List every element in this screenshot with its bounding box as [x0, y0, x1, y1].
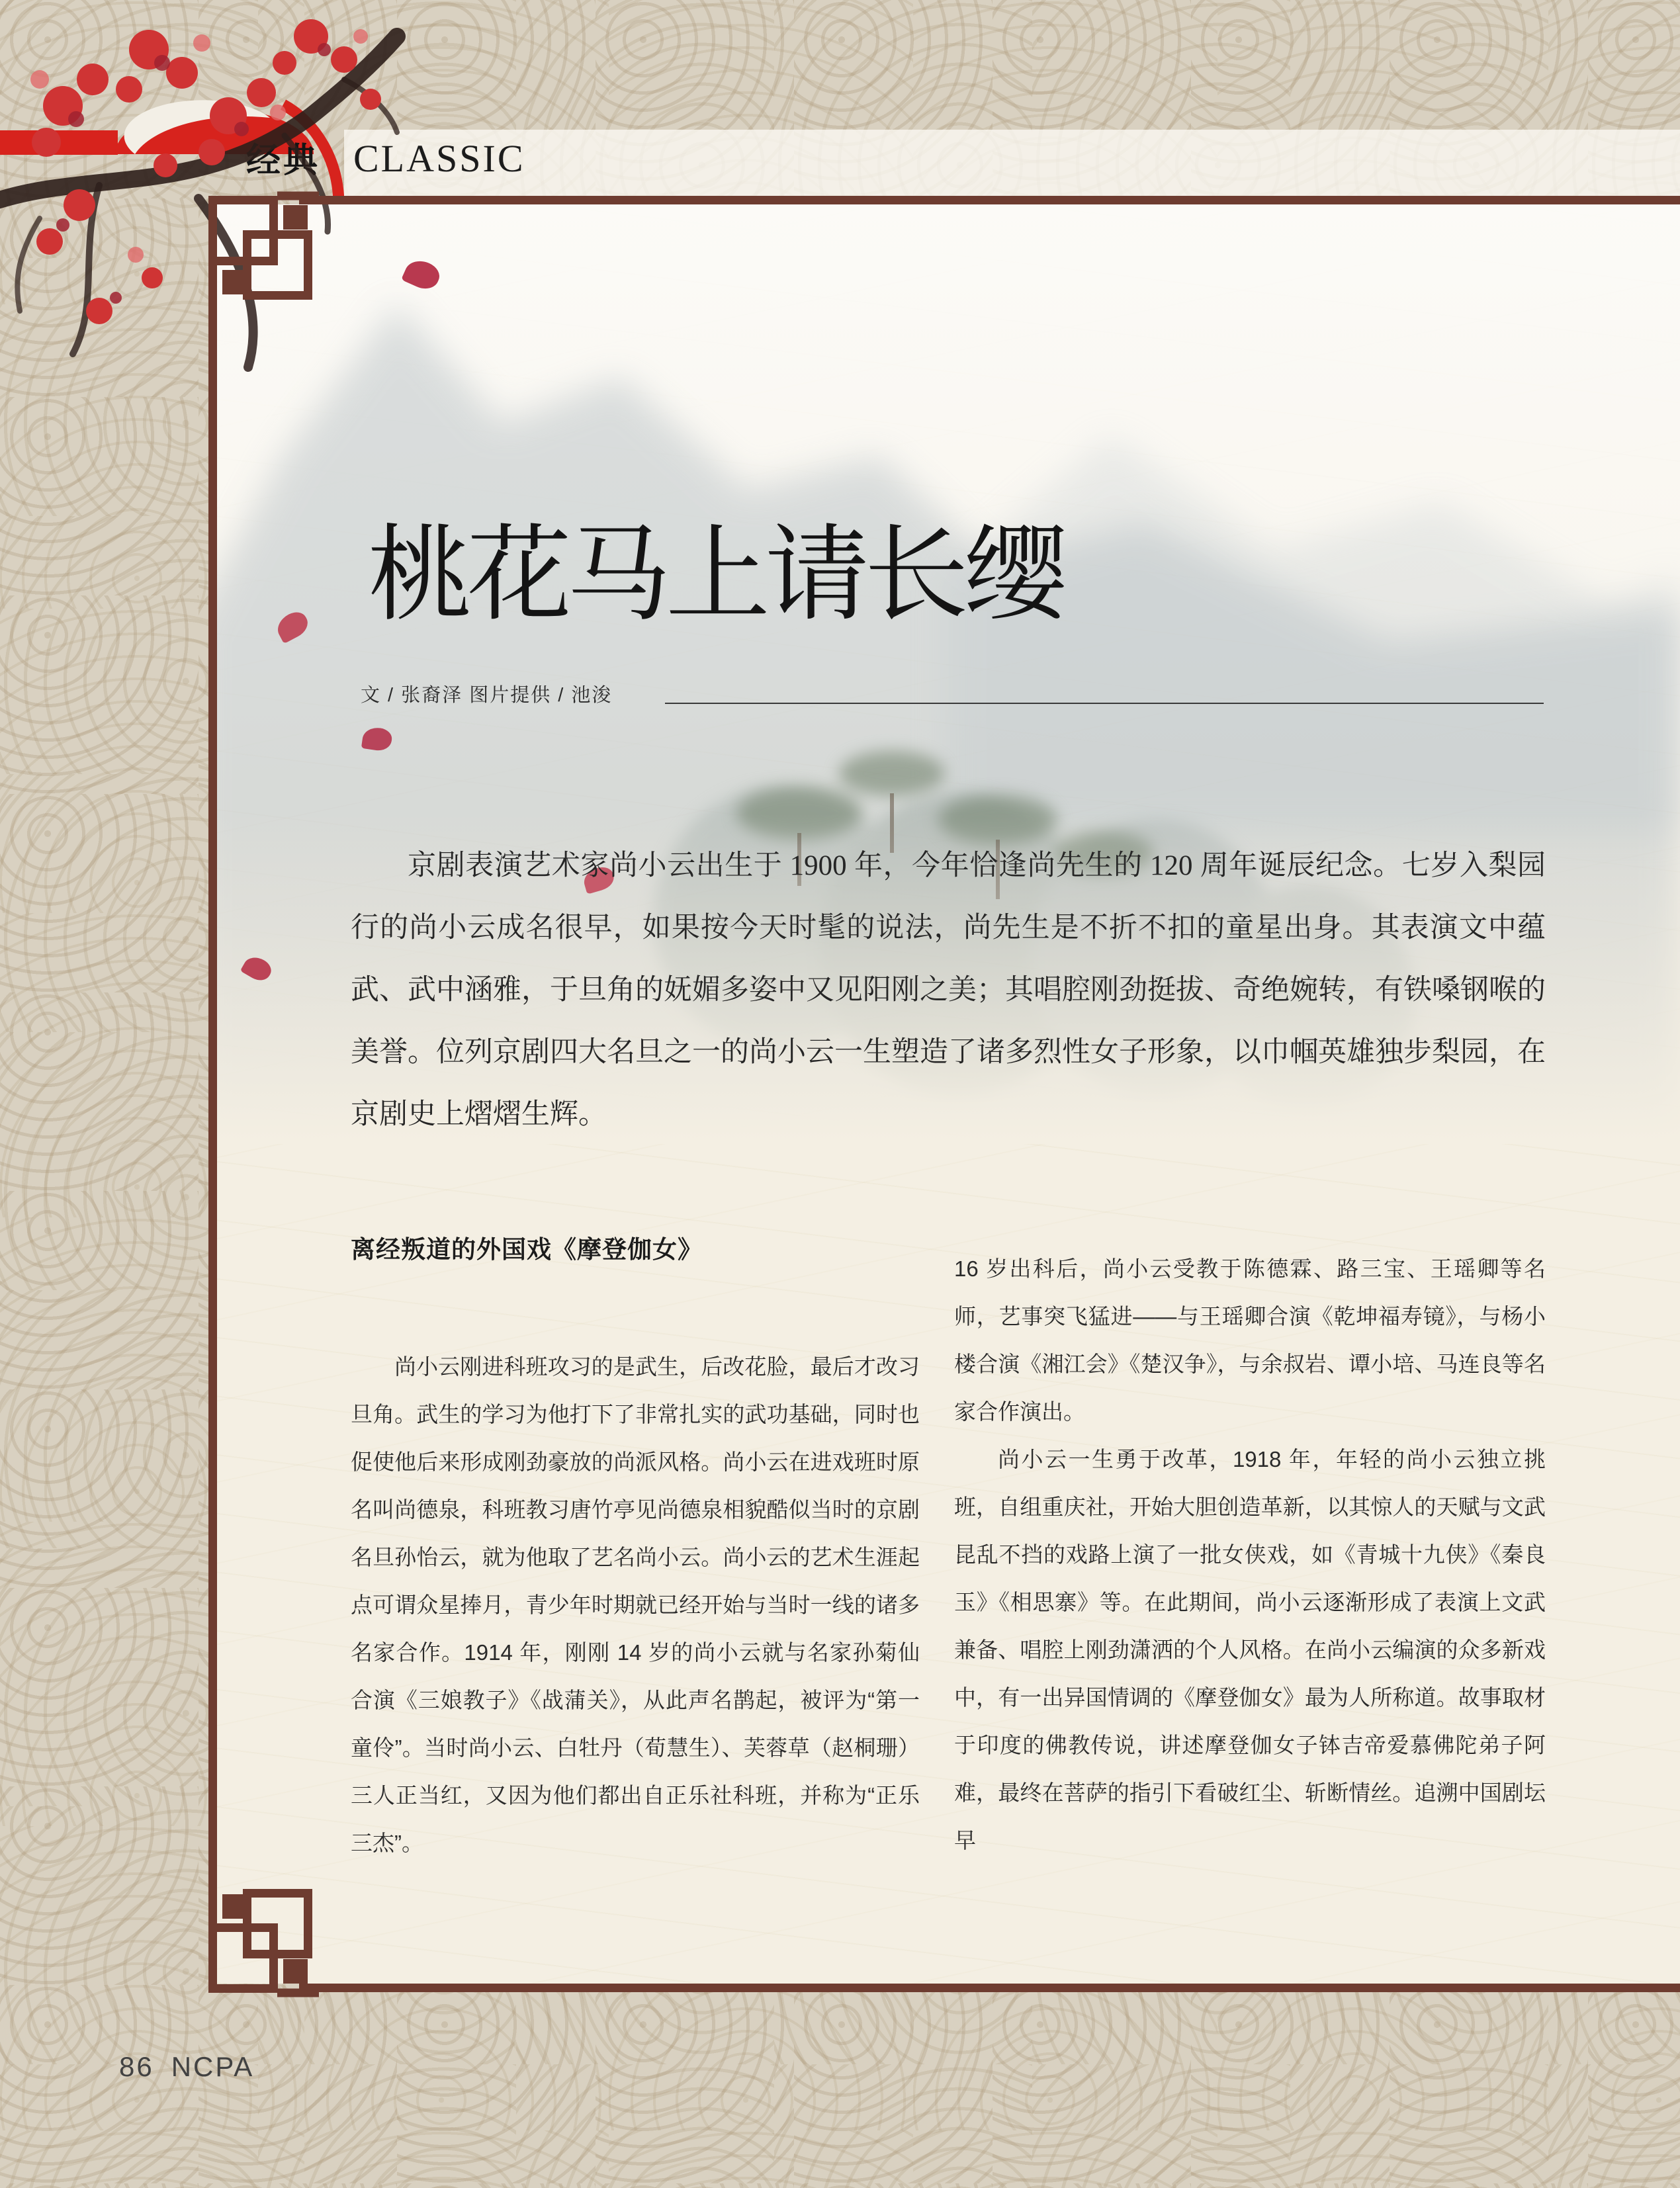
right-column-paragraph-2: 尚小云一生勇于改革，1918 年，年轻的尚小云独立挑班，自组重庆社，开始大胆创造革新，以其惊人的天赋与文武昆乱不挡的戏路上演了一批女侠戏，如《青城十九侠》《秦良玉》《相思寨》等。在此期间，尚小云逐渐形成了表演上文武兼备、唱腔上刚劲潇洒的个人风格。在尚小云编演的众多新戏中，有一出异国情调的《摩登伽女》最为人所称道。故事取材于印度的佛教传说，讲述摩登伽女子钵吉帝爱慕佛陀弟子阿难，最终在菩萨的指引下看破红尘、斩断情丝。追溯中国剧坛早	[954, 1447, 1546, 1853]
frame-bottom-line	[299, 1984, 1680, 1992]
right-column	[954, 1229, 1546, 1867]
section-label-zh: 经典	[246, 142, 321, 180]
page-footer	[119, 2051, 254, 2083]
intro-paragraph: 京剧表演艺术家尚小云出生于 1900 年，今年恰逢尚先生的 120 周年诞辰纪念。七岁入梨园行的尚小云成名很早，如果按今天时髦的说法，尚先生是不折不扣的童星出身。其表演文中蕴武、武中涵雅，于旦角的妩媚多姿中又见阳刚之美；其唱腔刚劲挺拔、奇绝婉转，有铁嗓钢喉的美誉。位列京剧四大名旦之一的尚小云一生塑造了诸多烈性女子形象，以巾帼英雄独步梨园，在京剧史上熠熠生辉。	[351, 850, 1546, 1130]
page-number: 86	[119, 2051, 154, 2082]
right-column-paragraph-1: 16 岁出科后，尚小云受教于陈德霖、路三宝、王瑶卿等名师，艺事突飞猛进——与王瑶卿合演《乾坤福寿镜》，与杨小楼合演《湘江会》《楚汉争》，与余叔岩、谭小培、马连良等名家合作演出。	[954, 1256, 1546, 1424]
lattice-corner-ornament-bottom	[200, 1847, 319, 1999]
section-heading: 离经叛道的外国戏《摩登伽女》	[351, 1236, 703, 1263]
byline-rule	[665, 703, 1544, 704]
frame-vertical-line	[208, 263, 217, 1900]
article-columns	[351, 1229, 1546, 1867]
lattice-corner-ornament-top	[200, 189, 319, 341]
left-column	[351, 1229, 920, 1867]
header-light-band	[344, 130, 1680, 201]
left-column-paragraph: 尚小云刚进科班攻习的是武生，后改花脸，最后才改习旦角。武生的学习为他打下了非常扎实的武功基础，同时也促使他后来形成刚劲豪放的尚派风格。尚小云在进戏班时原名叫尚德泉，科班教习唐竹亭见尚德泉相貌酷似当时的京剧名旦孙怡云，就为他取了艺名尚小云。尚小云的艺术生涯起点可谓众星捧月，青少年时期就已经开始与当时一线的诸多名家合作。1914 年，刚刚 14 岁的尚小云就与名家孙菊仙合演《三娘教子》《战蒲关》，从此声名鹊起，被评为“第一童伶”。当时尚小云、白牡丹（荀慧生）、芙蓉草（赵桐珊）三人正当红，又因为他们都出自正乐社科班，并称为“正乐三杰”。	[351, 1354, 920, 1855]
section-label-en: CLASSIC	[353, 137, 525, 180]
byline: 文 / 张裔泽 图片提供 / 池浚	[361, 685, 613, 706]
footer-brand: NCPA	[171, 2051, 255, 2082]
article-title: 桃花马上请长缨	[368, 518, 1063, 634]
frame-top-line	[299, 196, 1680, 204]
